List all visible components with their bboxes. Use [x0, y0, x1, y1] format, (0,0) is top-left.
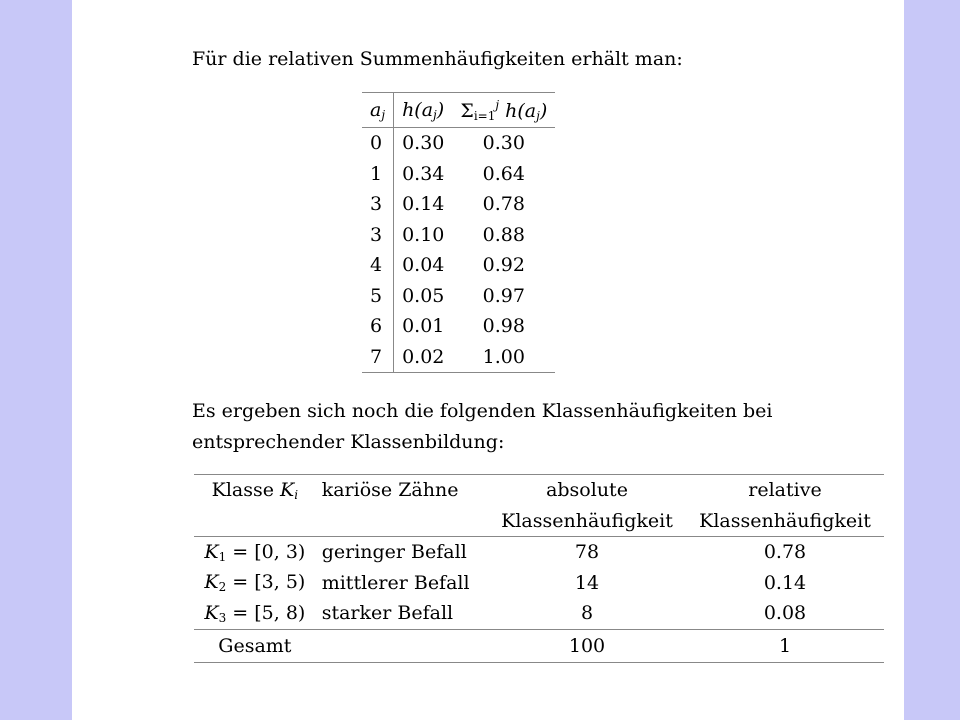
table-row: 3 0.10 0.88: [362, 220, 555, 251]
table-header-row-2: [194, 506, 884, 537]
table-row: 4 0.04 0.92: [362, 250, 555, 281]
header-a-j: $a_j$: [362, 93, 394, 128]
table-row: 6 0.01 0.98: [362, 311, 555, 342]
table-row: $K_3 = [5$, 8) starker Befall 8 0.08: [194, 598, 884, 629]
header-relative-line2: Klassenhäufigkeit: [686, 506, 884, 537]
table-row: $K_1 = [0$, 3) geringer Befall 78 0.78: [194, 537, 884, 568]
table-row: 7 0.02 1.00: [362, 342, 555, 373]
paragraph-line-1: Es ergeben sich noch die folgenden Klassenhäufigkeiten bei: [192, 400, 773, 422]
total-label: Gesamt: [194, 629, 316, 662]
header-relative-line1: relative: [748, 479, 822, 502]
header-h-a-j: $h(a_j)$: [394, 93, 453, 128]
table-row: 0 0.30 0.30: [362, 128, 555, 159]
class-label: $K_2 = [3$, 5): [204, 571, 306, 595]
table-total-row: [194, 629, 884, 662]
header-kariose-zaehne: kariöse Zähne: [321, 479, 459, 502]
cumulative-frequency-table: [362, 92, 555, 373]
header-absolute-line1: absolute: [546, 479, 628, 502]
table-header-row: [194, 475, 884, 506]
paragraph-line-2: entsprechender Klassenbildung:: [192, 431, 505, 453]
table-row: 3 0.14 0.78: [362, 189, 555, 220]
class-label: $K_3 = [5$, 8): [204, 601, 306, 625]
header-absolute-line2: Klassenhäufigkeit: [488, 506, 686, 537]
table-header-row: [362, 93, 555, 128]
total-relative: 1: [686, 629, 884, 662]
table-row: $K_2 = [3$, 5) mittlerer Befall 14 0.14: [194, 568, 884, 599]
table-row: 5 0.05 0.97: [362, 281, 555, 312]
class-label: $K_1 = [0$, 3): [204, 540, 306, 564]
slide-page: [72, 0, 904, 720]
class-frequency-paragraph: [192, 396, 832, 458]
class-frequency-table: [194, 474, 884, 663]
table-row: 1 0.34 0.64: [362, 159, 555, 190]
total-absolute: 100: [488, 629, 686, 662]
header-klasse: Klasse $K_i$: [211, 478, 299, 502]
header-cumulative-sum: $\Sigma_{i=1}^j$ $h(a_j)$: [452, 93, 555, 128]
intro-text: Für die relativen Summenhäufigkeiten erhält man:: [192, 48, 683, 70]
